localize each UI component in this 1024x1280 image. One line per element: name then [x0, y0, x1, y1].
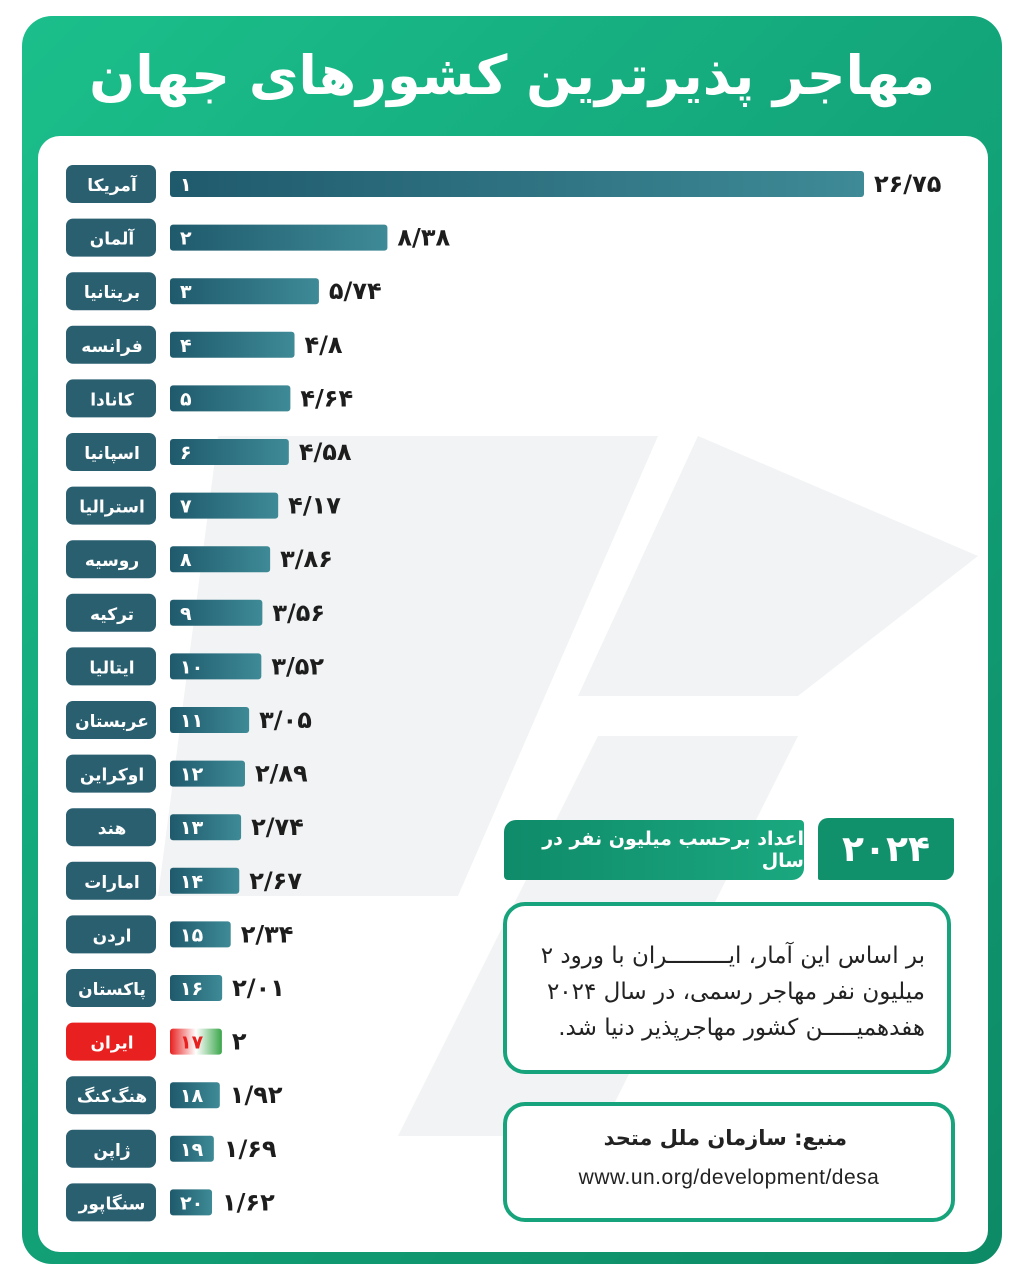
- value-label: ۲/۳۴: [240, 920, 294, 949]
- value-label: ۴/۶۴: [300, 384, 354, 413]
- bar: [170, 171, 864, 197]
- rank-number: ۱: [180, 174, 192, 196]
- rank-number: ۱۵: [180, 924, 204, 947]
- value-label: ۲/۰۱: [232, 974, 285, 1002]
- source-url[interactable]: www.un.org/development/desa: [578, 1166, 880, 1189]
- value-label: ۲: [231, 1027, 247, 1056]
- bar-chart: [38, 136, 988, 1252]
- rank-number: ۳: [180, 281, 192, 304]
- rank-number: ۱۱: [180, 710, 204, 732]
- country-label: اردن: [92, 926, 132, 947]
- rank-number: ۱۸: [180, 1085, 204, 1108]
- rank-number: ۲: [180, 227, 192, 250]
- value-label: ۲/۷۴: [251, 813, 304, 842]
- country-label: پاکستان: [78, 980, 146, 1000]
- value-label: ۲/۸۹: [254, 759, 308, 788]
- country-label: آمریکا: [87, 176, 137, 196]
- rank-number: ۱۳: [180, 817, 204, 840]
- rank-number: ۱۴: [180, 870, 204, 893]
- value-label: ۳/۰۵: [259, 706, 312, 734]
- rank-number: ۴: [180, 334, 192, 357]
- country-label: ایتالیا: [89, 658, 135, 679]
- year-badge: ۲۰۲۴: [818, 818, 954, 880]
- rank-number: ۶: [180, 442, 192, 464]
- source-box: [503, 1102, 955, 1222]
- country-label: هنگ‌کنگ: [76, 1087, 148, 1108]
- country-label: بریتانیا: [83, 283, 141, 304]
- country-label: کانادا: [90, 390, 134, 411]
- rank-number: ۷: [180, 495, 192, 518]
- country-label: اوکراین: [79, 765, 145, 786]
- value-label: ۸/۳۸: [397, 223, 451, 252]
- note-text: بر اساس این آمار، ایـــــــــران با ورود ۲ میلیون نفر مهاجر رسمی، در سال ۲۰۲۴ هفدهمیـــــن کشور مهاجرپذیر دنیا شد.: [540, 943, 925, 1041]
- country-label: ژاپن: [93, 1140, 131, 1161]
- rank-number: ۱۷: [180, 1031, 204, 1054]
- value-label: ۳/۵۲: [271, 652, 325, 681]
- bar: [170, 225, 387, 251]
- content-panel: [38, 136, 988, 1252]
- value-label: ۳/۸۶: [280, 545, 333, 574]
- rank-number: ۱۰: [180, 656, 204, 679]
- value-label: ۴/۱۷: [288, 491, 341, 520]
- rank-number: ۱۶: [180, 978, 204, 1000]
- rank-number: ۸: [180, 549, 192, 572]
- country-label: اسپانیا: [84, 444, 140, 464]
- rank-number: ۹: [180, 602, 192, 625]
- value-label: ۱/۹۲: [229, 1081, 283, 1110]
- value-label: ۳/۵۶: [272, 598, 326, 627]
- country-label: ترکیه: [89, 604, 135, 625]
- value-label: ۵/۷۴: [328, 277, 382, 306]
- country-label: فرانسه: [81, 336, 143, 357]
- country-label: ایران: [90, 1033, 134, 1054]
- country-label: امارات: [84, 872, 140, 893]
- country-label: سنگاپور: [78, 1194, 146, 1215]
- source-title: منبع: سازمان ملل متحد: [603, 1126, 847, 1150]
- bar: [170, 278, 319, 304]
- value-label: ۴/۸: [304, 330, 343, 359]
- rank-number: ۱۲: [180, 763, 204, 786]
- country-label: هند: [97, 819, 127, 840]
- rank-number: ۵: [180, 388, 192, 411]
- country-label: استرالیا: [79, 497, 145, 518]
- page-title: مهاجر پذیرترین کشورهای جهان: [89, 44, 935, 107]
- value-label: ۱/۶۹: [223, 1134, 277, 1163]
- country-label: روسیه: [84, 551, 140, 572]
- note-box: [503, 902, 951, 1074]
- value-label: ۴/۵۸: [298, 438, 352, 466]
- value-label: ۲۶/۷۵: [874, 170, 942, 198]
- value-label: ۱/۶۲: [222, 1188, 275, 1217]
- rank-number: ۲۰: [180, 1192, 204, 1215]
- unit-label: اعداد برحسب میلیون نفر در سال: [504, 820, 804, 880]
- value-label: ۲/۶۷: [249, 866, 302, 895]
- country-label: آلمان: [89, 229, 135, 250]
- rank-number: ۱۹: [180, 1138, 204, 1161]
- country-label: عربستان: [75, 712, 149, 732]
